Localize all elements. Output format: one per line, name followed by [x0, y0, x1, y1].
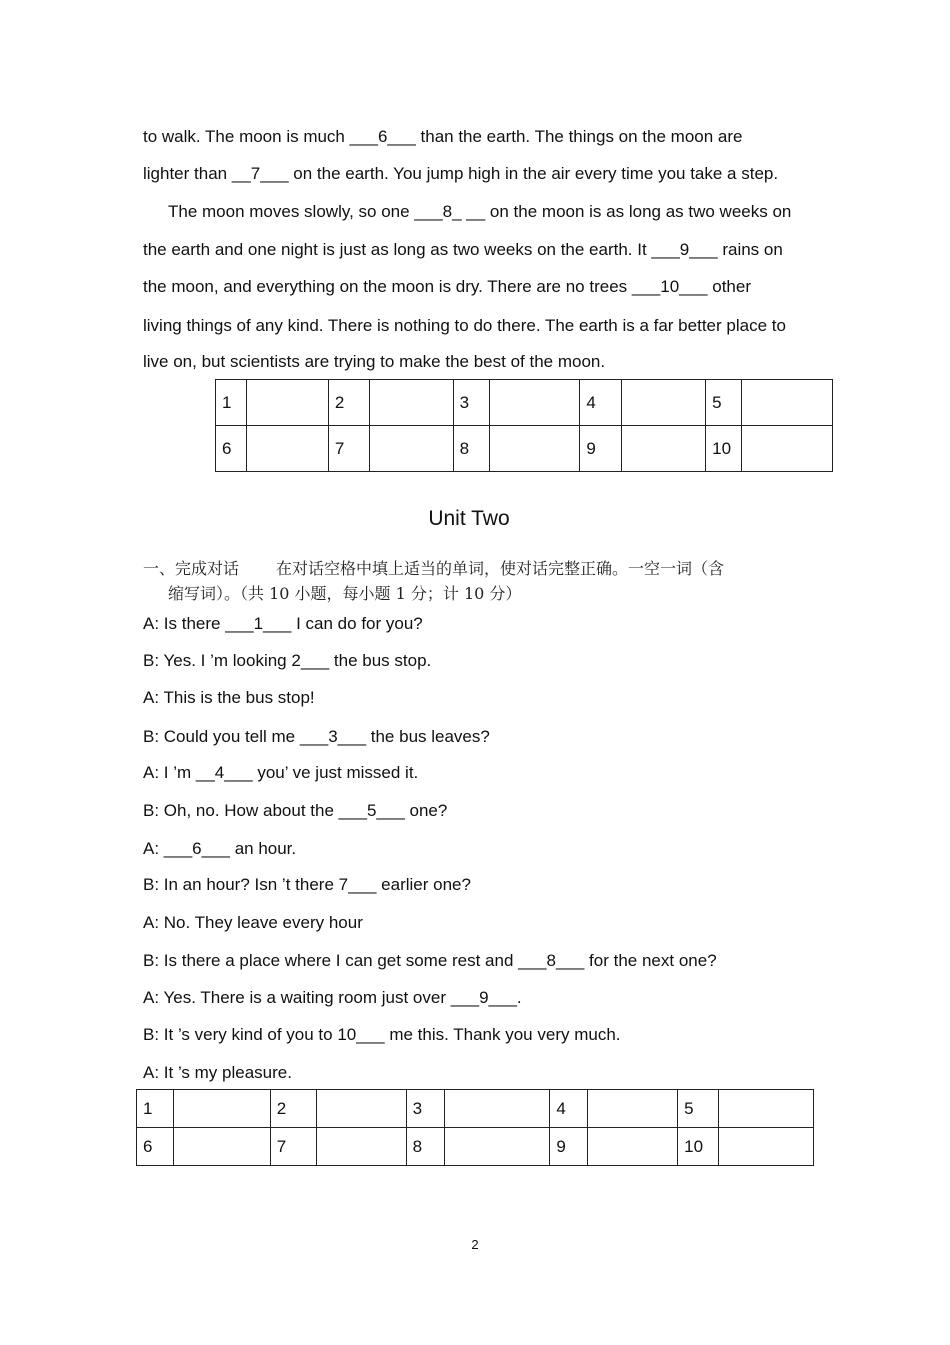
answer-number: 1 [137, 1090, 174, 1128]
dialogue-line-12: B: It ’s very kind of you to 10___ me this. Thank you very much. [143, 1025, 621, 1044]
answer-cell[interactable] [719, 1090, 814, 1128]
answer-number: 8 [406, 1128, 444, 1166]
passage-line-4: the earth and one night is just as long as two weeks on the earth. It ___9___ rains on [143, 240, 783, 259]
answer-number: 7 [328, 426, 369, 472]
dialogue-line-2: B: Yes. I ’m looking 2___ the bus stop. [143, 651, 432, 670]
answer-row [216, 380, 833, 426]
answer-cell[interactable] [588, 1090, 678, 1128]
answer-cell[interactable] [742, 426, 833, 472]
answer-cell[interactable] [246, 380, 328, 426]
answer-cell[interactable] [444, 1090, 550, 1128]
answer-number: 2 [328, 380, 369, 426]
dialogue-line-4: B: Could you tell me ___3___ the bus leaves? [143, 727, 490, 746]
dialogue-line-6: B: Oh, no. How about the ___5___ one? [143, 801, 448, 820]
instruction-heading: 一、完成对话 [143, 559, 240, 578]
answer-row [137, 1090, 814, 1128]
passage-line-6: living things of any kind. There is nothing to do there. The earth is a far better place to [143, 316, 786, 335]
dialogue-line-11: A: Yes. There is a waiting room just over ___9___. [143, 988, 522, 1007]
answer-number: 9 [580, 426, 622, 472]
answer-cell[interactable] [444, 1128, 550, 1166]
dialogue-line-3: A: This is the bus stop! [143, 688, 315, 707]
answer-cell[interactable] [742, 380, 833, 426]
dialogue-line-8: B: In an hour? Isn ’t there 7___ earlier one? [143, 875, 471, 894]
passage-line-5: the moon, and everything on the moon is dry. There are no trees ___10___ other [143, 277, 751, 296]
instruction-text: 在对话空格中填上适当的单词，使对话完整正确。一空一词（含 [276, 559, 725, 578]
answer-cell[interactable] [719, 1128, 814, 1166]
answer-row [137, 1128, 814, 1166]
page-number: 2 [471, 1237, 479, 1252]
answer-table-2 [136, 1089, 814, 1166]
dialogue-line-13: A: It ’s my pleasure. [143, 1063, 292, 1082]
answer-cell[interactable] [588, 1128, 678, 1166]
answer-number: 6 [137, 1128, 174, 1166]
instruction-scoring: 缩写词）。（共 10 小题，每小题 1 分；计 10 分） [168, 584, 522, 603]
answer-cell[interactable] [489, 426, 580, 472]
passage-line-2: lighter than __7___ on the earth. You jump high in the air every time you take a step. [143, 164, 779, 183]
answer-cell[interactable] [369, 380, 453, 426]
answer-number: 4 [550, 1090, 588, 1128]
answer-number: 9 [550, 1128, 588, 1166]
passage-line-1: to walk. The moon is much ___6___ than the earth. The things on the moon are [143, 127, 743, 146]
answer-number: 10 [678, 1128, 719, 1166]
passage-line-7: live on, but scientists are trying to make the best of the moon. [143, 352, 606, 371]
passage-line-3: The moon moves slowly, so one ___8_ __ on the moon is as long as two weeks on [168, 202, 792, 221]
answer-number: 8 [453, 426, 489, 472]
answer-number: 10 [706, 426, 742, 472]
answer-number: 5 [706, 380, 742, 426]
dialogue-line-1: A: Is there ___1___ I can do for you? [143, 614, 423, 633]
answer-cell[interactable] [246, 426, 328, 472]
answer-number: 3 [406, 1090, 444, 1128]
answer-cell[interactable] [316, 1090, 406, 1128]
answer-number: 5 [678, 1090, 719, 1128]
unit-title: Unit Two [428, 507, 510, 530]
answer-row [216, 426, 833, 472]
answer-cell[interactable] [622, 426, 706, 472]
dialogue-line-7: A: ___6___ an hour. [143, 839, 297, 858]
answer-cell[interactable] [173, 1128, 270, 1166]
answer-cell[interactable] [489, 380, 580, 426]
answer-cell[interactable] [173, 1090, 270, 1128]
answer-number: 6 [216, 426, 247, 472]
dialogue-line-10: B: Is there a place where I can get some rest and ___8___ for the next one? [143, 951, 717, 970]
answer-table-1 [215, 379, 833, 472]
answer-cell[interactable] [316, 1128, 406, 1166]
dialogue-line-9: A: No. They leave every hour [143, 913, 363, 932]
answer-number: 7 [270, 1128, 316, 1166]
dialogue-line-5: A: I ’m __4___ you’ ve just missed it. [143, 763, 419, 782]
answer-number: 2 [270, 1090, 316, 1128]
answer-number: 1 [216, 380, 247, 426]
answer-cell[interactable] [369, 426, 453, 472]
answer-cell[interactable] [622, 380, 706, 426]
answer-number: 4 [580, 380, 622, 426]
answer-number: 3 [453, 380, 489, 426]
